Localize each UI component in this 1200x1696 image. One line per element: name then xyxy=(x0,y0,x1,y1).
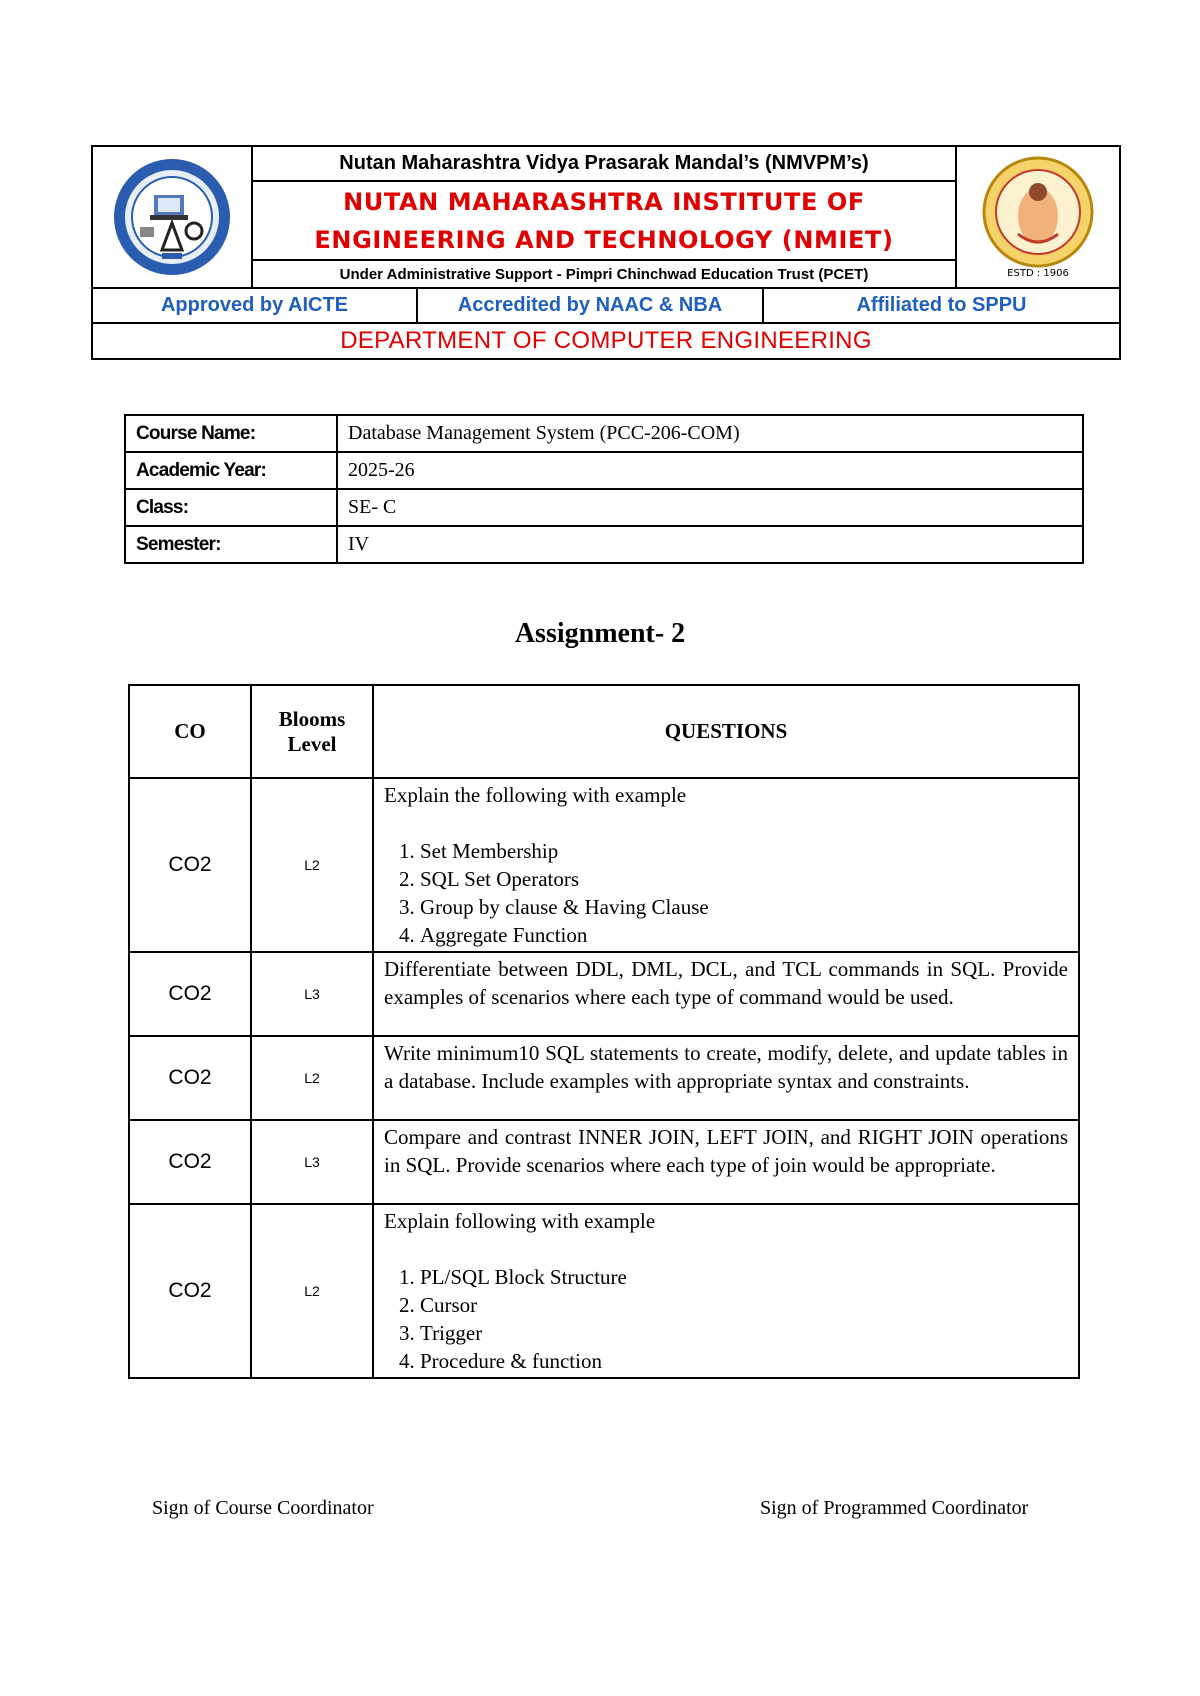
affiliated-to: Affiliated to SPPU xyxy=(856,294,1027,316)
level-cell: L2 xyxy=(251,1204,373,1378)
course-coordinator-sign: Sign of Course Coordinator xyxy=(152,1497,374,1519)
co-cell: CO2 xyxy=(129,1036,251,1120)
level-cell: L2 xyxy=(251,778,373,952)
list-item: 3. Group by clause & Having Clause xyxy=(420,893,1068,921)
course-info-value: 2025-26 xyxy=(337,452,1083,489)
col-header-blooms-label: Blooms Level xyxy=(278,706,346,756)
mandal-name: Nutan Maharashtra Vidya Prasarak Mandal’s (NMVPM’s) xyxy=(253,147,955,182)
co-cell: CO2 xyxy=(129,778,251,952)
question-list xyxy=(384,837,1068,949)
course-info-label: Academic Year: xyxy=(125,452,337,489)
table-row xyxy=(129,1204,1079,1378)
question-cell xyxy=(373,1204,1079,1378)
level-cell: L3 xyxy=(251,1120,373,1204)
level-cell: L2 xyxy=(251,1036,373,1120)
approved-by: Approved by AICTE xyxy=(93,289,418,322)
question-list xyxy=(384,1263,1068,1375)
col-header-co: CO xyxy=(129,685,251,778)
co-cell: CO2 xyxy=(129,1120,251,1204)
table-row xyxy=(129,1036,1079,1120)
level-cell: L3 xyxy=(251,952,373,1036)
table-row xyxy=(129,778,1079,952)
list-item: 4. Aggregate Function xyxy=(420,921,1068,949)
col-header-blooms xyxy=(251,685,373,778)
course-info-row xyxy=(125,489,1083,526)
question-cell xyxy=(373,778,1079,952)
question-text: Explain the following with example xyxy=(384,783,687,807)
course-info-label: Class: xyxy=(125,489,337,526)
estd-label: ESTD : 1906 xyxy=(1007,268,1069,279)
course-info-label: Course Name: xyxy=(125,415,337,452)
list-item: 2. SQL Set Operators xyxy=(420,865,1068,893)
course-info-row xyxy=(125,526,1083,563)
admin-support: Under Administrative Support - Pimpri Chinchwad Education Trust (PCET) xyxy=(253,259,955,287)
course-info-label: Semester: xyxy=(125,526,337,563)
table-row xyxy=(129,952,1079,1036)
list-item: 4. Procedure & function xyxy=(420,1347,1068,1375)
course-info-value: IV xyxy=(337,526,1083,563)
list-item: 2. Cursor xyxy=(420,1291,1068,1319)
institute-name-line1: NUTAN MAHARASHTRA INSTITUTE OF xyxy=(343,187,865,216)
questions-table-header xyxy=(129,685,1079,778)
nmiet-logo xyxy=(93,147,253,287)
co-cell: CO2 xyxy=(129,952,251,1036)
co-cell: CO2 xyxy=(129,1204,251,1378)
course-info-value: Database Management System (PCC-206-COM) xyxy=(337,415,1083,452)
accredited-by: Accredited by NAAC & NBA xyxy=(418,289,764,322)
course-info-table xyxy=(124,414,1084,564)
pcet-seal-icon xyxy=(968,154,1108,280)
list-item: 3. Trigger xyxy=(420,1319,1068,1347)
department-name: DEPARTMENT OF COMPUTER ENGINEERING xyxy=(340,327,872,354)
list-item: 1. PL/SQL Block Structure xyxy=(420,1263,1068,1291)
question-cell: Differentiate between DDL, DML, DCL, and TCL commands in SQL. Provide examples of scenarios where each type of command would be used. xyxy=(373,952,1079,1036)
assignment-title: Assignment- 2 xyxy=(514,618,686,649)
col-header-questions: QUESTIONS xyxy=(373,685,1079,778)
pcet-logo xyxy=(955,147,1119,287)
table-row xyxy=(129,1120,1079,1204)
question-cell: Compare and contrast INNER JOIN, LEFT JOIN, and RIGHT JOIN operations in SQL. Provide scenarios where each type of join would be appropriate. xyxy=(373,1120,1079,1204)
question-text: Explain following with example xyxy=(384,1209,656,1233)
question-cell: Write minimum10 SQL statements to create, modify, delete, and update tables in a database. Include examples with appropriate syntax and constraints. xyxy=(373,1036,1079,1120)
institute-header xyxy=(91,145,1121,360)
questions-table xyxy=(128,684,1080,1379)
course-info-value: SE- C xyxy=(337,489,1083,526)
institute-name xyxy=(253,182,955,259)
nmiet-logo-icon xyxy=(110,155,234,279)
list-item: 1. Set Membership xyxy=(420,837,1068,865)
course-info-row xyxy=(125,415,1083,452)
institute-name-line2: ENGINEERING AND TECHNOLOGY (NMIET) xyxy=(314,225,894,254)
program-coordinator-sign: Sign of Programmed Coordinator xyxy=(760,1497,1029,1519)
course-info-row xyxy=(125,452,1083,489)
